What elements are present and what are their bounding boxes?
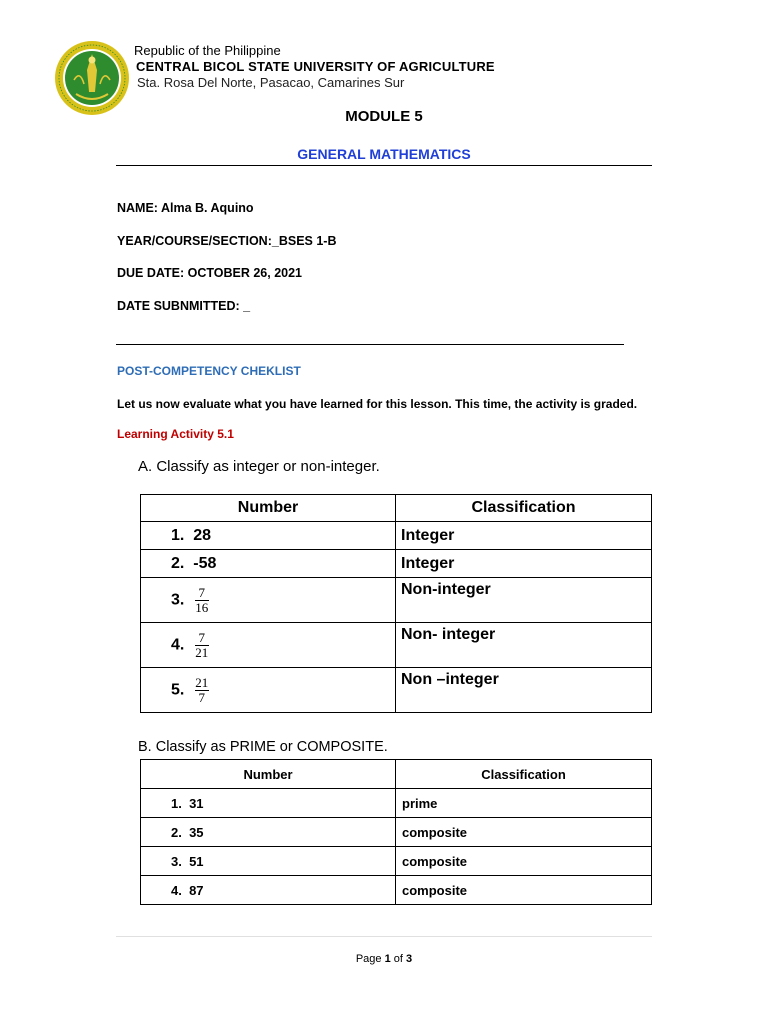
column-header-classification: Classification <box>396 495 652 522</box>
country-line: Republic of the Philippine <box>134 43 281 58</box>
table-row <box>141 550 652 578</box>
row-index: 1. <box>171 795 182 811</box>
number-cell <box>141 623 396 668</box>
number-cell <box>141 847 396 876</box>
row-index: 4. <box>171 636 185 654</box>
table-row <box>141 876 652 905</box>
number-value: 35 <box>189 824 204 840</box>
part-a-instruction: A. Classify as integer or non-integer. <box>138 458 380 475</box>
page-prefix: Page <box>355 953 382 965</box>
number-cell <box>141 578 396 623</box>
university-seal-logo <box>54 40 130 116</box>
row-index: 4. <box>171 882 182 898</box>
table-header-row <box>141 760 652 789</box>
row-index: 3. <box>171 853 182 869</box>
number-cell <box>141 522 396 550</box>
table-row <box>141 623 652 668</box>
classification-cell: Non –integer <box>396 668 652 713</box>
page-of: of <box>393 953 403 965</box>
column-header-number: Number <box>141 495 396 522</box>
number-cell <box>141 550 396 578</box>
table-row <box>141 668 652 713</box>
fields-divider <box>116 344 624 345</box>
column-header-number: Number <box>141 760 396 789</box>
integer-classification-table <box>140 494 652 713</box>
classification-cell: Integer <box>396 550 652 578</box>
title-divider <box>116 165 652 166</box>
number-cell <box>141 789 396 818</box>
row-index: 5. <box>171 681 185 699</box>
classification-cell: composite <box>396 847 652 876</box>
number-cell <box>141 876 396 905</box>
current-page: 1 <box>384 953 391 965</box>
fraction <box>195 631 209 660</box>
subject-title: GENERAL MATHEMATICS <box>297 146 471 162</box>
date-submitted-field: DATE SUBNMITTED: _ <box>117 299 251 313</box>
post-competency-heading: POST-COMPETENCY CHEKLIST <box>117 364 301 378</box>
footer-divider <box>116 936 652 937</box>
row-index: 3. <box>171 591 185 609</box>
number-value: 31 <box>189 795 204 811</box>
table-row <box>141 818 652 847</box>
table-header-row <box>141 495 652 522</box>
table-row <box>141 522 652 550</box>
number-value: -58 <box>193 554 217 572</box>
denominator: 16 <box>195 599 209 615</box>
university-address: Sta. Rosa Del Norte, Pasacao, Camarines Sur <box>137 75 405 90</box>
number-value: 87 <box>189 882 204 898</box>
denominator: 7 <box>198 689 206 705</box>
table-row <box>141 847 652 876</box>
classification-cell: composite <box>396 818 652 847</box>
numerator: 7 <box>198 584 206 600</box>
number-value: 51 <box>189 853 204 869</box>
number-cell <box>141 668 396 713</box>
numerator: 21 <box>195 674 209 690</box>
due-date-field: DUE DATE: OCTOBER 26, 2021 <box>117 266 303 280</box>
number-value: 28 <box>193 526 212 544</box>
university-name: CENTRAL BICOL STATE UNIVERSITY OF AGRICULTURE <box>136 59 495 74</box>
row-index: 2. <box>171 824 182 840</box>
classification-cell: Integer <box>396 522 652 550</box>
year-course-section-field: YEAR/COURSE/SECTION:_BSES 1-B <box>117 234 337 248</box>
activity-title: Learning Activity 5.1 <box>117 427 234 441</box>
classification-cell: prime <box>396 789 652 818</box>
intro-text: Let us now evaluate what you have learned for this lesson. This time, the activity is graded. <box>117 397 638 411</box>
row-index: 2. <box>171 554 185 572</box>
module-title: MODULE 5 <box>345 108 423 125</box>
name-field: NAME: Alma B. Aquino <box>117 201 254 215</box>
number-cell <box>141 818 396 847</box>
fraction <box>195 676 209 705</box>
column-header-classification: Classification <box>396 760 652 789</box>
table-row <box>141 789 652 818</box>
classification-cell: Non- integer <box>396 623 652 668</box>
denominator: 21 <box>195 644 209 660</box>
table-row <box>141 578 652 623</box>
classification-cell: composite <box>396 876 652 905</box>
row-index: 1. <box>171 526 185 544</box>
part-b-instruction: B. Classify as PRIME or COMPOSITE. <box>138 739 388 755</box>
prime-composite-table <box>140 759 652 905</box>
fraction <box>195 586 209 615</box>
page-indicator <box>0 953 768 965</box>
numerator: 7 <box>198 629 206 645</box>
classification-cell: Non-integer <box>396 578 652 623</box>
total-pages: 3 <box>406 953 413 965</box>
